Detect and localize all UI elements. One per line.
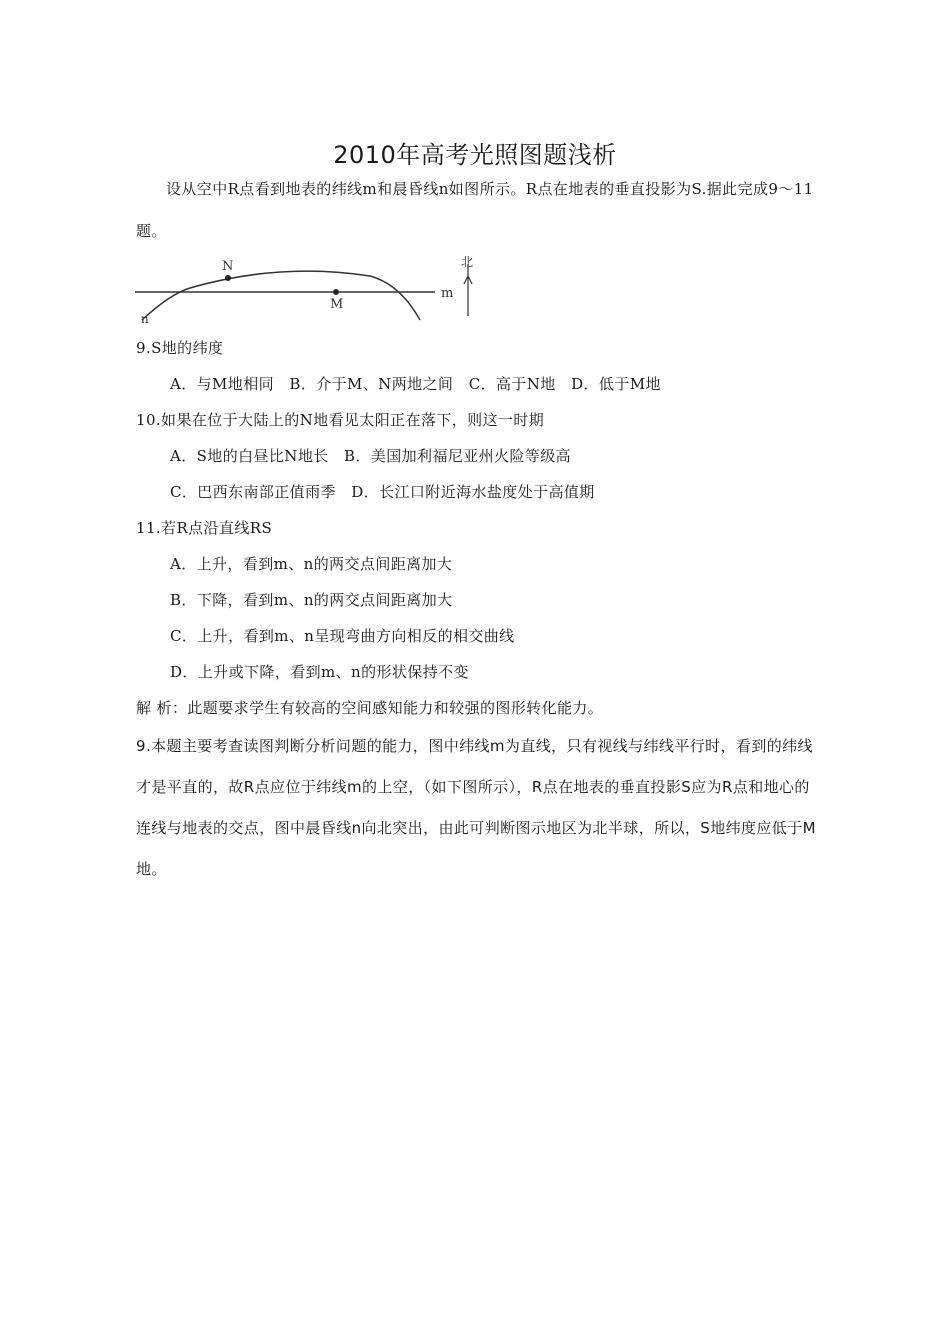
q9-options: A．与M地相同 B．介于M、N两地之间 C．高于N地 D．低于M地 — [170, 375, 661, 393]
analysis-label: 解 析：此题要求学生有较高的空间感知能力和较强的图形转化能力。 — [136, 699, 604, 717]
label-m: m — [441, 286, 454, 301]
latitude-terminator-figure — [130, 250, 490, 329]
label-north: 北 — [461, 255, 474, 269]
terminator-curve-n — [142, 271, 420, 320]
q10-stem: 10.如果在位于大陆上的N地看见太阳正在落下，则这一时期 — [136, 411, 545, 429]
label-N: N — [222, 259, 234, 274]
analysis-q9: 9.本题主要考查读图判断分析问题的能力，图中纬线m为直线，只有视线与纬线平行时，看到的纬线才是平直的，故R点应位于纬线m的上空，（如下图所示），R点在地表的垂直投影S应为R点和地心的连线与地表的交点，图中晨昏线n向北突出，由此可判断图示地区为北半球，所以，S地纬度应低于M地。 — [136, 737, 816, 878]
label-n: n — [141, 312, 149, 325]
point-N — [225, 275, 231, 281]
label-M: M — [330, 297, 344, 312]
q10-options-line2: C．巴西东南部正值雨季 D．长江口附近海水盐度处于高值期 — [170, 483, 595, 501]
q11-stem: 11.若R点沿直线RS — [136, 519, 273, 537]
q11-option-c: C．上升，看到m、n呈现弯曲方向相反的相交曲线 — [170, 627, 515, 645]
intro-paragraph: 设从空中R点看到地表的纬线m和晨昏线n如图所示。R点在地表的垂直投影为S.据此完成9～11题。 — [136, 180, 814, 240]
q11-option-d: D．上升或下降，看到m、n的形状保持不变 — [170, 663, 469, 681]
page-title: 2010年高考光照图题浅析 — [333, 141, 617, 169]
figure-svg — [130, 250, 490, 325]
q11-option-b: B．下降，看到m、n的两交点间距离加大 — [170, 591, 453, 609]
q9-stem: 9.S地的纬度 — [136, 339, 224, 357]
point-M — [333, 289, 339, 295]
q10-options-line1: A．S地的白昼比N地长 B．美国加利福尼亚州火险等级高 — [170, 447, 572, 465]
q11-option-a: A．上升，看到m、n的两交点间距离加大 — [170, 555, 453, 573]
